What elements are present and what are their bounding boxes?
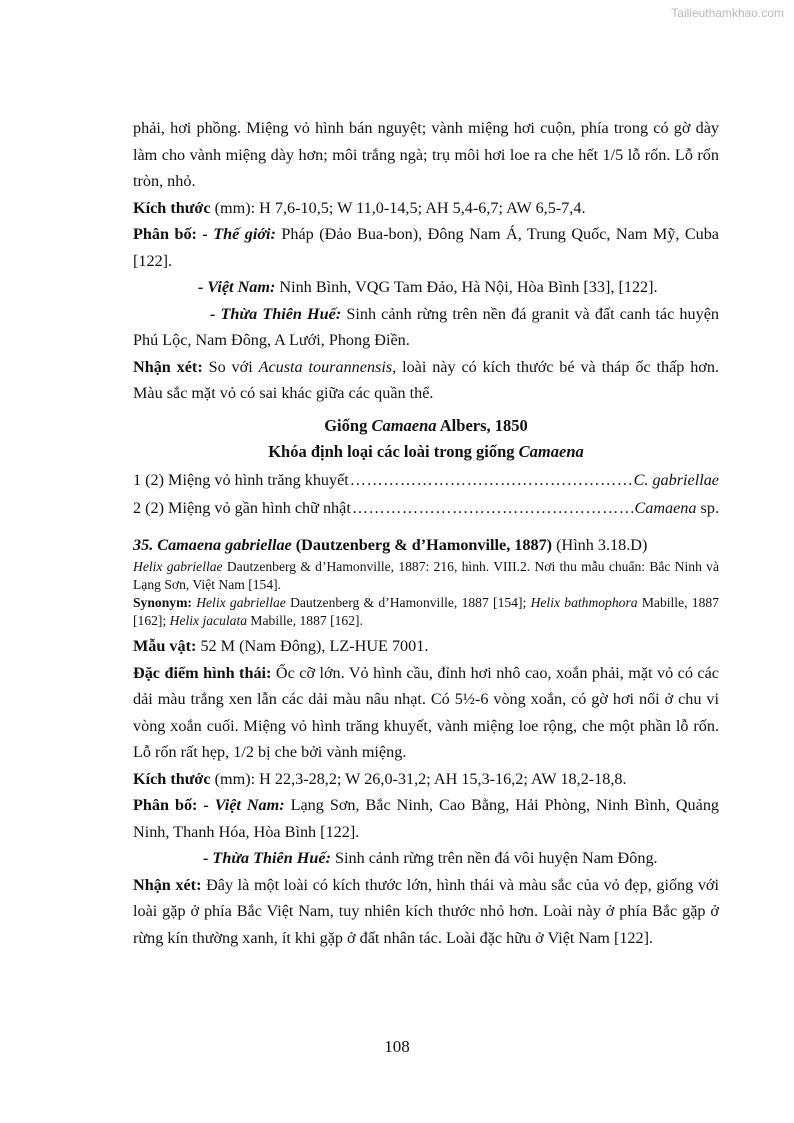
species-size-text: (mm): H 22,3-28,2; W 26,0-31,2; AH 15,3-16,2; AW 18,2-18,8.: [210, 769, 627, 788]
species-author: (Dautzenberg & d’Hamonville, 1887): [295, 535, 553, 554]
remark-text-b: , loài này có kích thước bé và tháp ốc thấp hơn. Màu sắc mặt vỏ có sai khác giữa các quần thể.: [133, 357, 720, 402]
key-heading: Khóa định loại các loài trong giống Camaena: [268, 442, 584, 461]
remark-text-a: So với: [202, 357, 259, 376]
document-body: [133, 115, 719, 951]
species-size-label: Kích thước: [133, 769, 211, 788]
species-distribution-tth-text: Sinh cảnh rừng trên nền đá vôi huyện Nam Đông.: [330, 849, 658, 867]
species-remark-label: Nhận xét:: [133, 875, 202, 894]
specimen-paragraph: [133, 633, 719, 660]
original-name: Helix gabriellae: [133, 559, 223, 574]
species-size-paragraph: [133, 766, 719, 793]
distribution-tth-text: Sinh cảnh rừng trên nền đá granit và đất canh tác huyện Phú Lộc, Nam Đông, A Lưới, Phong Điền.: [133, 304, 719, 349]
species-remark-text: Đây là một loài có kích thước lớn, hình thái và màu sắc của vỏ đẹp, giống với loài gặp ở phía Bắc Việt Nam, tuy nhiên kích thước nhỏ hơn. Loài này ở phía Bắc gặp ở rừng kín thường xanh, ít khi gặp ở đất nhân tác. Loài đặc hữu ở Việt Nam [122].: [133, 875, 719, 947]
distribution-vietnam-text: Ninh Bình, VQG Tam Đảo, Hà Nội, Hòa Bình [33], [122].: [275, 278, 658, 296]
key-leader-dots: [352, 494, 634, 522]
specimen-text: 52 M (Nam Đông), LZ-HUE 7001.: [196, 637, 429, 655]
key-entry-text: 2 (2) Miệng vỏ gần hình chữ nhật: [133, 498, 351, 517]
distribution-label: Phân bố:: [133, 225, 197, 243]
remark-species: Acusta tourannensis: [258, 357, 393, 376]
original-description: Helix gabriellae Dautzenberg & d’Hamonville, 1887: 216, hình. VIII.2. Nơi thu mẫu chuẩn: Bắc Ninh và Lạng Sơn, Việt Nam [154].: [133, 559, 719, 592]
distribution-world-label: - Thế giới:: [202, 225, 276, 243]
synonym-label: Synonym:: [133, 595, 192, 610]
species-number-name: 35. Camaena gabriellae: [133, 535, 292, 554]
species-heading: [133, 532, 719, 559]
morphology-text: Ốc cỡ lớn. Vỏ hình cầu, đỉnh hơi nhô cao, xoắn phải, mặt vỏ có các dải màu trắng xen lẫn các dải màu nâu nhạt. Có 5½-6 vòng xoắn, có gờ hơi nổi ở chu vi vòng xoắn cuối. Miệng vỏ hình trăng khuyết, vành miệng loe rộng, che một phần lỗ rốn. Lỗ rốn rất hẹp, 1/2 bị che bởi vành miệng.: [133, 663, 719, 761]
species-distribution-tth-label: - Thừa Thiên Huế:: [203, 849, 331, 867]
distribution-world-text: Pháp (Đảo Bua-bon), Đông Nam Á, Trung Quốc, Nam Mỹ, Cuba [122].: [133, 225, 719, 270]
size-label: Kích thước: [133, 198, 211, 217]
description-continued: phải, hơi phồng. Miệng vỏ hình bán nguyệt; vành miệng hơi cuộn, phía trong có gờ dày làm cho vành miệng dày hơn; môi trắng ngà; trụ môi hơi loe ra che hết 1/5 lỗ rốn. Lỗ rốn tròn, nhỏ.: [133, 119, 719, 190]
remark-label: Nhận xét:: [133, 357, 203, 376]
size-paragraph: [133, 195, 719, 222]
distribution-world-paragraph: [133, 221, 719, 274]
watermark: Tailieuthamkhao.com: [671, 6, 784, 20]
key-entry-result: C. gabriellae: [633, 470, 719, 489]
species-remark-paragraph: [133, 872, 719, 952]
synonym-paragraph: Synonym: Helix gabriellae Dautzenberg & d’Hamonville, 1887 [154]; Helix bathmophora Mabille, 1887 [162]; Helix jaculata Mabille, 1887 [162].: [133, 595, 719, 628]
species-distribution-label: Phân bố:: [133, 796, 198, 814]
species-distribution-vn-paragraph: [133, 792, 719, 845]
species-distribution-tth-paragraph: [133, 845, 719, 872]
distribution-vietnam-label: - Việt Nam:: [198, 278, 276, 296]
key-leader-dots: [350, 466, 633, 494]
key-entry-1: [133, 466, 719, 494]
morphology-paragraph: [133, 660, 719, 766]
distribution-tth-label: - Thừa Thiên Huế:: [210, 304, 342, 323]
distribution-vietnam-paragraph: [133, 274, 719, 301]
key-entry-result: Camaena: [634, 498, 697, 517]
distribution-tth-paragraph: [133, 301, 719, 354]
remark-paragraph: [133, 354, 719, 407]
species-figure-ref: (Hình 3.18.D): [556, 535, 648, 554]
key-genus-name: Camaena: [518, 442, 584, 461]
morphology-label: Đặc điểm hình thái:: [133, 663, 272, 682]
genus-heading: Giống Camaena Albers, 1850: [324, 415, 528, 435]
size-text: (mm): H 7,6-10,5; W 11,0-14,5; AH 5,4-6,7; AW 6,5-7,4.: [210, 198, 586, 217]
specimen-label: Mẫu vật:: [133, 637, 197, 655]
key-entry-text: 1 (2) Miệng vỏ hình trăng khuyết: [133, 470, 349, 489]
species-distribution-vn-text: Lạng Sơn, Bắc Ninh, Cao Bằng, Hải Phòng, Ninh Bình, Quảng Ninh, Thanh Hóa, Hòa Bình [122].: [133, 796, 720, 841]
genus-name: Camaena: [371, 415, 437, 435]
page-number: 108: [384, 1037, 410, 1056]
species-distribution-vn-label: - Việt Nam:: [203, 796, 285, 814]
key-entry-2: 2 (2) Miệng vỏ gần hình chữ nhật ………………………………………………………………………………………………………… Camaena sp.: [133, 494, 719, 522]
